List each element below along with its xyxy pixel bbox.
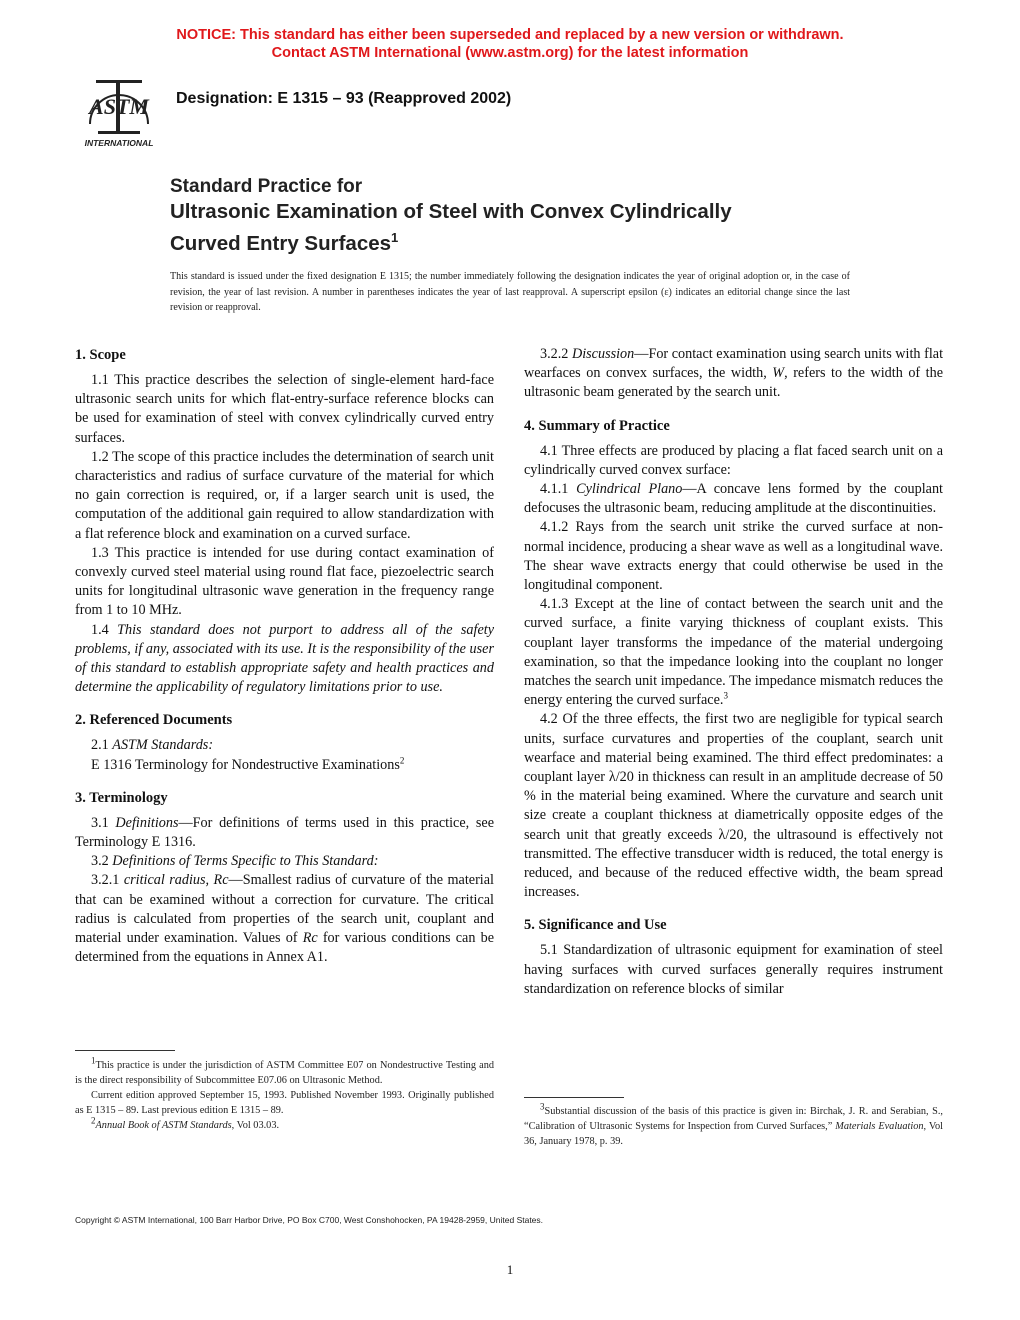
para-2-1-num: 2.1 <box>91 737 109 754</box>
section-5-heading: 5. Significance and Use <box>524 917 667 934</box>
footnote-1: 1This practice is under the jurisdiction of ASTM Committee E07 on Nondestructive Testing and is the direct responsibility of Subcommittee E07.06 on Ultrasonic Method. <box>75 1055 494 1086</box>
ref-e1316: E 1316 Terminology for Nondestructive Examinations <box>91 756 400 773</box>
footnote-2: 2Annual Book of ASTM Standards, Vol 03.03. <box>91 1115 280 1131</box>
footnote-rule-left <box>75 1050 175 1051</box>
logo-letters: ASTM <box>89 94 149 119</box>
para-3-2-1: 3.2.1 critical radius, Rc—Smallest radius of curvature of the material that can be examined without a correction for curvature. The critical radius is calculated from properties of the search unit, couplant and material under examination. Values of Rc for various conditions can be determined from the equations in Annex A1. <box>75 872 494 966</box>
footnote-3: 3Substantial discussion of the basis of this practice is given in: Birchak, J. R. and Serabian, S., “Calibration of Ultrasonic Systems for Inspection from Curved Surfaces,” Materials Evaluation, Vol 36, January 1978, p. 39. <box>524 1101 943 1147</box>
para-5-1: 5.1 Standardization of ultrasonic equipment for examination of steel having surfaces with curved surfaces generally requires instrument standardization on reference blocks of similar <box>524 942 943 997</box>
para-4-1: 4.1 Three effects are produced by placing a flat faced search unit on a cylindrically curved convex surface: <box>524 442 943 478</box>
logo-subtext: INTERNATIONAL <box>84 138 154 148</box>
para-4-1-2: 4.1.2 Rays from the search unit strike the curved surface at non-normal incidence, producing a shear wave as well as a longitudinal wave. The shear wave extracts energy that could otherwise be used in the longitudinal component. <box>524 519 943 594</box>
para-1-4-text: This standard does not purport to address all of the safety problems, if any, associated with its use. It is the responsibility of the user of this standard to establish appropriate safety and health practices and determine the applicability of regulatory limitations prior to use. <box>75 621 494 696</box>
notice-line-2: Contact ASTM International (www.astm.org) for the latest information <box>271 45 749 61</box>
para-1-4 <box>75 621 494 698</box>
notice-banner <box>0 26 1020 62</box>
footnote-rule-right <box>524 1097 624 1098</box>
para-3-2: 3.2 Definitions of Terms Specific to This Standard: <box>91 853 379 870</box>
section-2-heading: 2. Referenced Documents <box>75 712 233 729</box>
title-line-1: Ultrasonic Examination of Steel with Convex Cylindrically <box>170 200 732 223</box>
title-prefix: Standard Practice for <box>170 176 363 197</box>
para-4-1-1: 4.1.1 Cylindrical Plano—A concave lens formed by the couplant defocuses the ultrasonic beam, reducing amplitude at the discontinuities. <box>524 481 943 517</box>
para-1-3: 1.3 This practice is intended for use during contact examination of convexly curved steel material using round flat face, piezoelectric search units for longitudinal ultrasonic wave generation in the frequency range from 1 to 10 MHz. <box>75 544 494 619</box>
para-2-1-text: ASTM Standards: <box>112 737 214 754</box>
designation: Designation: E 1315 – 93 (Reapproved 2002) <box>176 90 512 107</box>
para-4-1-3: 4.1.3 Except at the line of contact between the search unit and the curved surface, a finite varying thickness of couplant exists. This couplant layer transforms the impedance of the material undergoing examination, so that the impedance looking into the couplant no longer matches the search unit impedance. The impedance mismatch reduces the energy entering the curved surface.$^3$ <box>524 596 943 709</box>
notice-line-1: NOTICE: This standard has either been superseded and replaced by a new version or withdrawn. <box>176 27 844 43</box>
footnote-1-cont: Current edition approved September 15, 1993. Published November 1993. Originally published as E 1315 – 89. Last previous edition E 1315 – 89. <box>75 1090 494 1116</box>
para-1-2: 1.2 The scope of this practice includes the determination of search unit characteristics and radius of surface curvature of the material for which no gain correction is required, or, if a larger search unit is used, the computation of the additional gain required to allow standardization with a flat reference block and examination on a curved surface. <box>75 448 494 542</box>
para-3-2-2: 3.2.2 Discussion—For contact examination using search units with flat wearfaces on convex surfaces, the width, W, refers to the width of the ultrasonic beam generated by the search unit. <box>524 346 944 401</box>
para-1-1: 1.1 This practice describes the selection of single-element hard-face ultrasonic search units for which flat-entry-surface reference blocks can be used for examination of steel with convex cylindrically curved entry surfaces. <box>75 372 494 446</box>
title-block <box>170 175 930 257</box>
section-4-heading: 4. Summary of Practice <box>524 417 670 434</box>
copyright-line: Copyright © ASTM International, 100 Barr Harbor Drive, PO Box C700, West Conshohocken, PA 19428-2959, United States. <box>75 1215 544 1225</box>
astm-logo <box>76 74 162 150</box>
footnotes-left <box>75 1055 494 1133</box>
right-column <box>524 345 943 999</box>
para-2-ref <box>75 756 494 775</box>
footnotes-right <box>524 1101 943 1149</box>
para-1-4-num: 1.4 <box>91 621 109 638</box>
ref-footnote-marker: 2 <box>399 754 405 765</box>
title-line-2-text: Curved Entry Surfaces <box>170 231 392 255</box>
section-3-heading: 3. Terminology <box>75 789 168 806</box>
section-1-heading: 1. Scope <box>75 347 126 363</box>
para-3-1: 3.1 Definitions—For definitions of terms used in this practice, see Terminology E 1316. <box>75 814 494 851</box>
standard-note: This standard is issued under the fixed designation E 1315; the number immediately following the designation indicates the year of original adoption or, in the case of revision, the year of last revision. A number in parentheses indicates the year of last reapproval. A superscript epsilon (ε) indicates an editorial change since the last revision or reapproval. <box>170 271 850 313</box>
left-column <box>75 345 494 967</box>
para-4-2: 4.2 Of the three effects, the first two are negligible for typical search units, surface curvatures and properties of the couplant, search unit wearface and material being examined. The third effect predominates: a couplant layer λ/20 in thickness can result in an amplitude decrease of 50 % in the material being examined. Where the curvature and search unit size create a couplant thickness at diametrically opposite edges of the search unit that greatly exceeds λ/20, the ultrasound is effectively not transmitted. The effective transducer width is reduced, the total energy is reduced, and because of the reduced effective width, the beam spread increases. <box>524 711 943 901</box>
title-footnote-marker: 1 <box>391 230 399 245</box>
page-number: 1 <box>506 1262 514 1277</box>
title-line-2 <box>170 225 930 257</box>
para-2-1 <box>75 736 494 755</box>
